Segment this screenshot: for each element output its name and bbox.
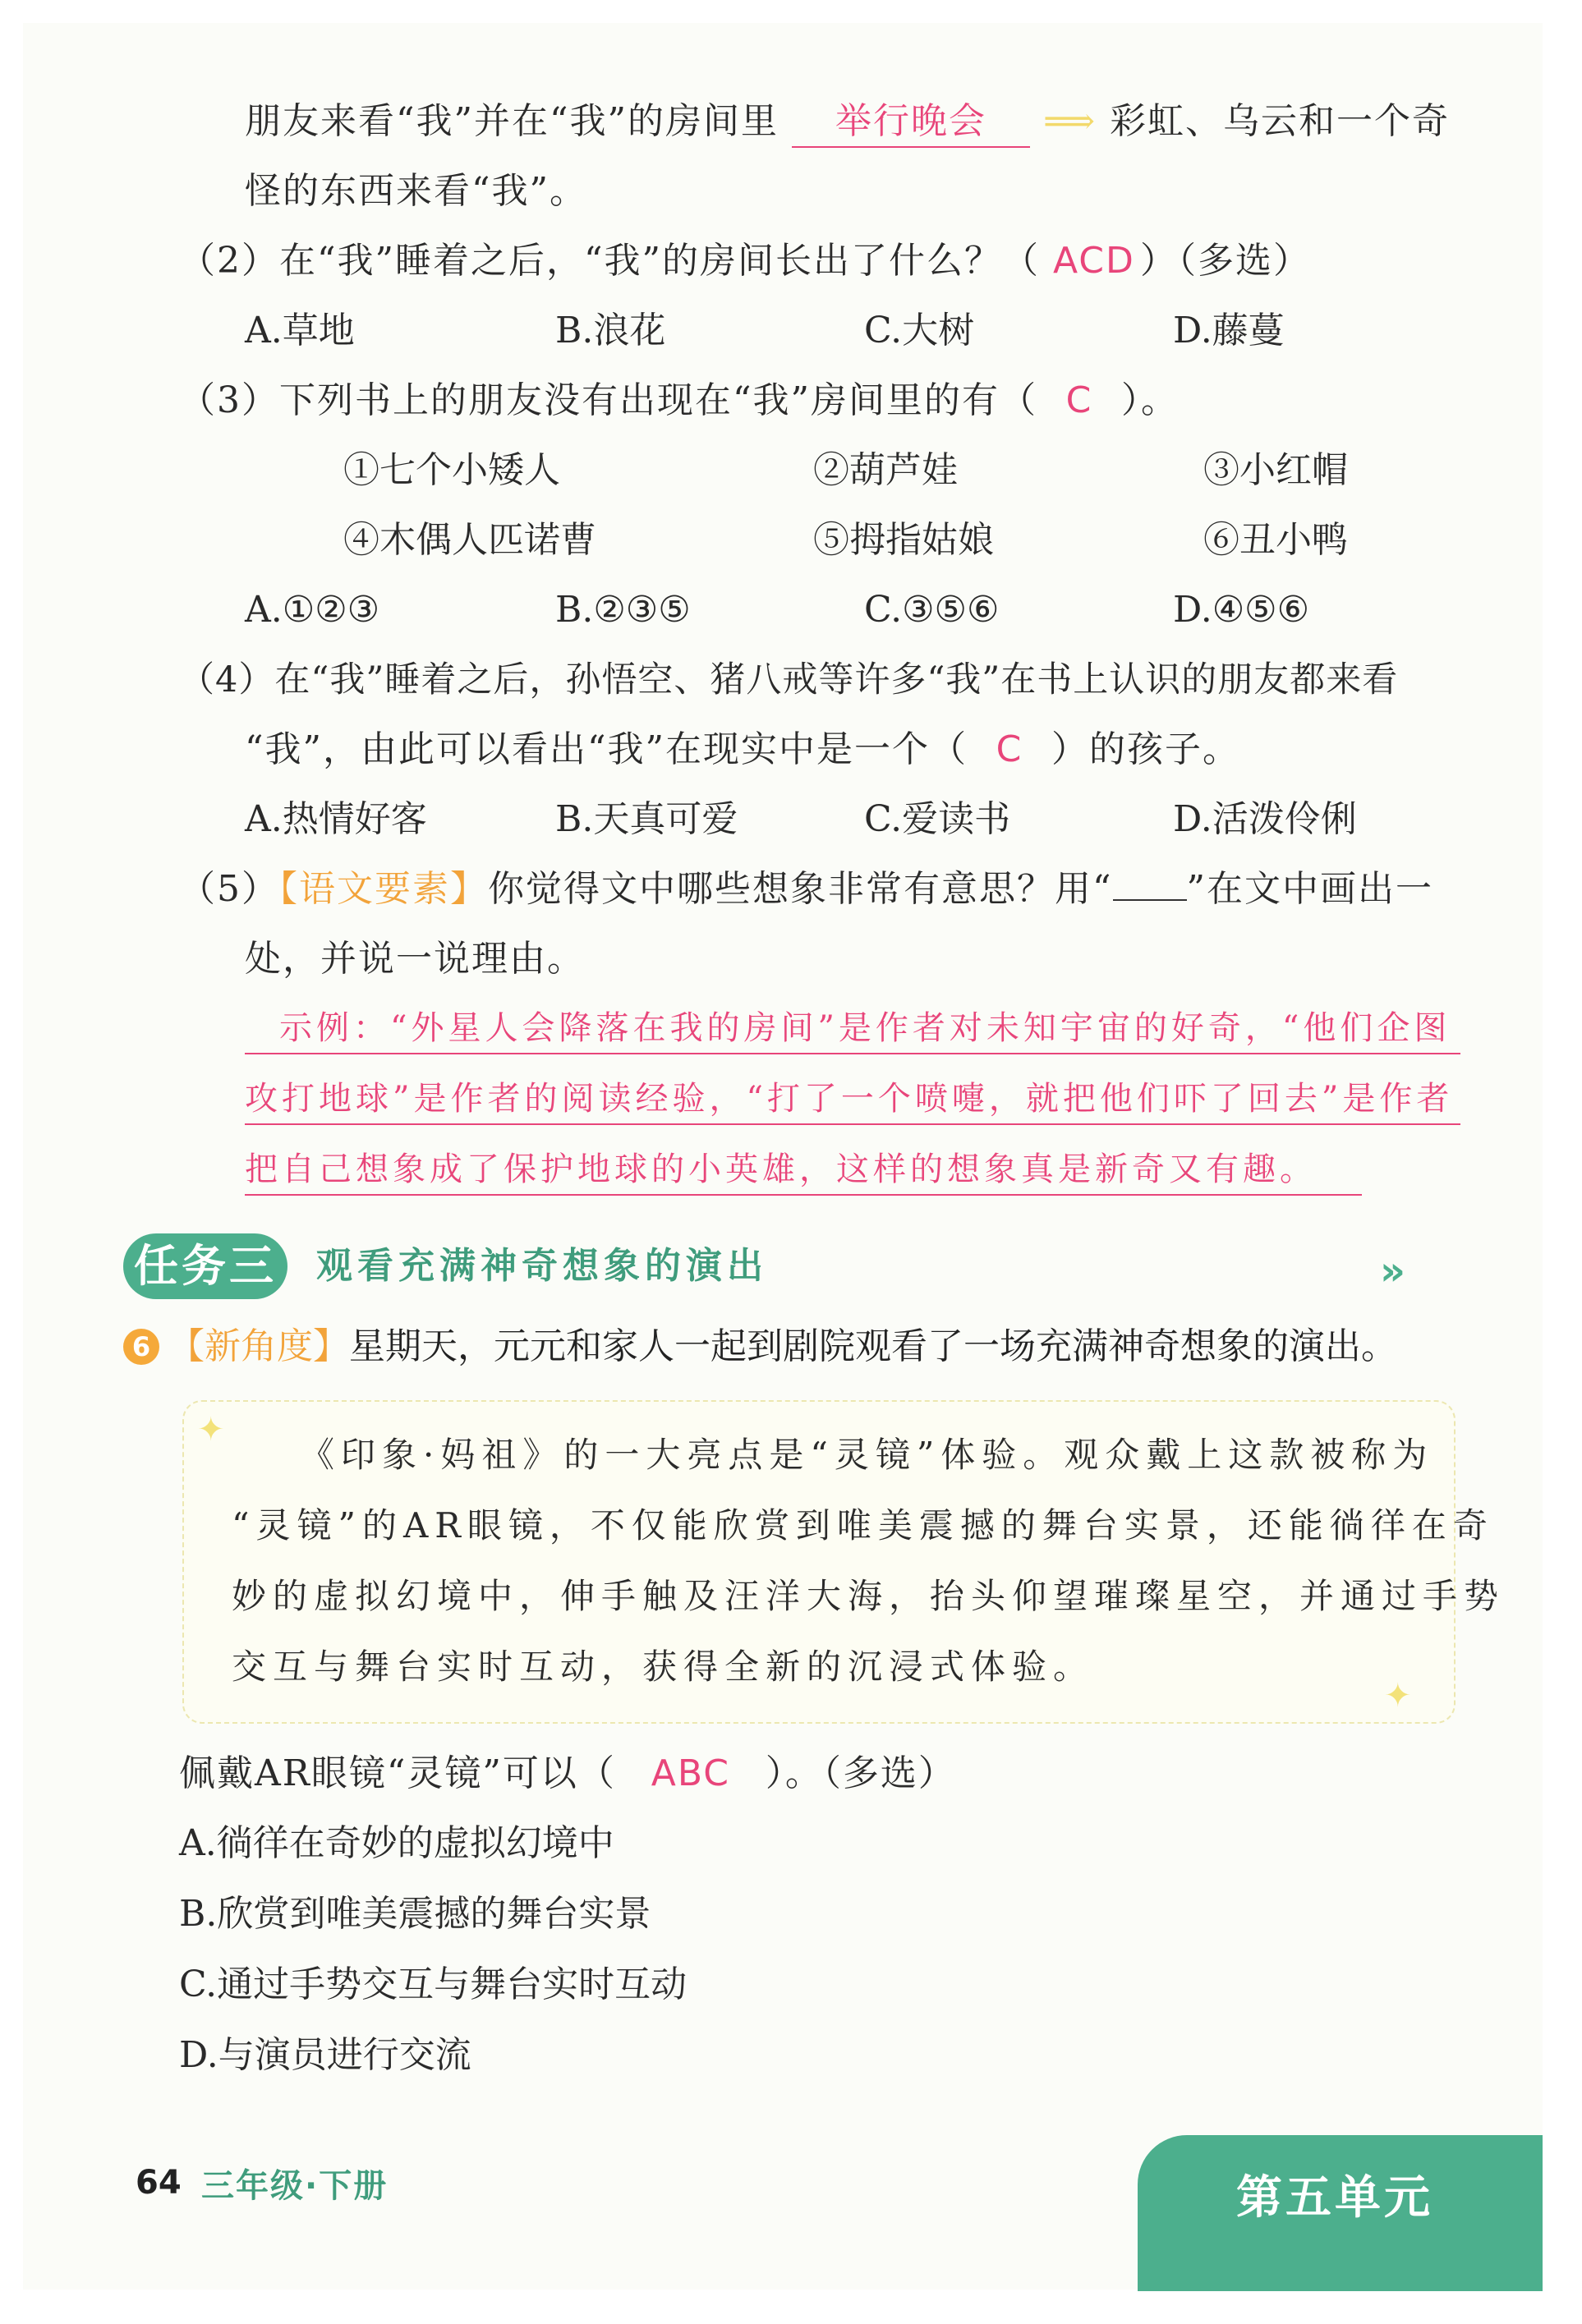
q3-answer: C xyxy=(1065,379,1093,421)
q3-option-a: A.①②③ xyxy=(245,589,380,631)
q5-text-b: ”在文中画出一 xyxy=(1186,868,1433,910)
q3-option-c: C.③⑤⑥ xyxy=(864,589,1000,631)
q5-blank xyxy=(1113,871,1187,901)
q5-answer-line1: 示例：“外星人会降落在我的房间”是作者对未知宇宙的好奇，“他们企图 xyxy=(279,1009,1451,1047)
star-icon: ✦ xyxy=(197,1411,225,1449)
q2-option-a: A.草地 xyxy=(245,310,355,351)
q5-answer-line3: 把自己想象成了保护地球的小英雄，这样的想象真是新奇又有趣。 xyxy=(245,1151,1317,1188)
q4-option-d: D.活泼伶俐 xyxy=(1173,798,1357,840)
answer-underline xyxy=(245,1123,1460,1125)
page-number: 64 xyxy=(136,2164,182,2202)
q4-line2-a: “我”，由此可以看出“我”在现实中是一个（ xyxy=(245,728,968,770)
q6-option-a: A.徜徉在奇妙的虚拟幻境中 xyxy=(179,1822,614,1864)
passage-line3: 妙的虚拟幻境中，伸手触及汪洋大海，抬头仰望璀璨星空，并通过手势 xyxy=(232,1576,1506,1616)
q6-option-c: C.通过手势交互与舞台实时互动 xyxy=(179,1963,688,2005)
q5-number: （5） xyxy=(179,868,279,910)
q6-stem xyxy=(168,1320,1397,1373)
q3-item-3: ③小红帽 xyxy=(1203,449,1348,491)
q6-stem-text: 星期天，元元和家人一起到剧院观看了一场充满神奇想象的演出。 xyxy=(349,1325,1397,1367)
q1-text-b: 彩虹、乌云和一个奇 xyxy=(1110,100,1451,142)
q5-text-a: 你觉得文中哪些想象非常有意思？用“ xyxy=(488,868,1113,910)
q4-line2 xyxy=(245,725,1240,774)
q6-answer: ABC xyxy=(651,1752,731,1794)
q2-stem xyxy=(179,237,1311,286)
q4-line2-b: ）的孩子。 xyxy=(1051,728,1240,770)
q4-option-b: B.天真可爱 xyxy=(555,798,738,840)
q3-stem-a: （3）下列书上的朋友没有出现在“我”房间里的有（ xyxy=(179,379,1037,421)
q3-stem-b: ）。 xyxy=(1120,379,1179,421)
task-title: 观看充满神奇想象的演出 xyxy=(316,1245,768,1287)
q2-stem-a: （2）在“我”睡着之后，“我”的房间长出了什么？（ xyxy=(179,240,1040,282)
task-badge: 任务三 xyxy=(123,1233,287,1299)
star-icon: ✦ xyxy=(1384,1677,1412,1715)
grade-label: 三年级·下册 xyxy=(201,2167,389,2205)
passage-line4: 交互与舞台实时互动，获得全新的沉浸式体验。 xyxy=(232,1647,1095,1687)
q6-question xyxy=(179,1749,956,1798)
q5-line2: 处，并说一说理由。 xyxy=(245,938,585,980)
q2-stem-b: ）（多选） xyxy=(1139,240,1311,282)
q3-item-1: ①七个小矮人 xyxy=(343,449,560,491)
q2-answer: ACD xyxy=(1052,240,1135,282)
q1-text-a: 朋友来看“我”并在“我”的房间里 xyxy=(245,100,779,142)
q1-line1 xyxy=(245,97,1450,148)
q3-item-2: ②葫芦娃 xyxy=(813,449,958,491)
q3-option-d: D.④⑤⑥ xyxy=(1173,589,1310,631)
q3-stem xyxy=(179,376,1179,425)
q4-option-a: A.热情好客 xyxy=(245,798,427,840)
q3-item-5: ⑤拇指姑娘 xyxy=(813,519,994,561)
answer-underline xyxy=(245,1194,1362,1196)
q5-answer-line2: 攻打地球”是作者的阅读经验，“打了一个喷嚏，就把他们吓了回去”是作者 xyxy=(245,1080,1454,1118)
q6-tag: 【新角度】 xyxy=(168,1325,349,1367)
q3-item-6: ⑥丑小鸭 xyxy=(1203,519,1348,561)
arrow-icon: ⟹ xyxy=(1042,100,1097,142)
q2-option-c: C.大树 xyxy=(864,310,975,351)
passage-line2: “灵镜”的AR眼镜，不仅能欣赏到唯美震撼的舞台实景，还能徜徉在奇 xyxy=(232,1505,1494,1546)
q6-option-d: D.与演员进行交流 xyxy=(179,2034,471,2076)
double-chevron-icon: » xyxy=(1380,1248,1406,1294)
q6-number-badge: 6 xyxy=(123,1329,159,1365)
q4-answer: C xyxy=(996,728,1023,770)
q6-question-a: 佩戴AR眼镜“灵镜”可以（ xyxy=(179,1752,616,1794)
q3-item-4: ④木偶人匹诺曹 xyxy=(343,519,596,561)
passage-line1: 《印象·妈祖》的一大亮点是“灵镜”体验。观众戴上这款被称为 xyxy=(300,1435,1434,1475)
q6-option-b: B.欣赏到唯美震撼的舞台实景 xyxy=(179,1893,651,1935)
answer-underline xyxy=(245,1053,1460,1054)
q1-answer: 举行晚会 xyxy=(792,97,1030,148)
q3-option-b: B.②③⑤ xyxy=(555,589,691,631)
q4-option-c: C.爱读书 xyxy=(864,798,1011,840)
q6-question-b: ）。（多选） xyxy=(765,1752,956,1794)
q5-line1 xyxy=(179,865,1433,914)
q5-tag: 【语文要素】 xyxy=(279,868,488,910)
unit-label: 第五单元 xyxy=(1236,2171,1433,2225)
q1-line2: 怪的东西来看“我”。 xyxy=(245,170,587,212)
q2-option-b: B.浪花 xyxy=(555,310,666,351)
q2-option-d: D.藤蔓 xyxy=(1173,310,1285,351)
q4-line1: （4）在“我”睡着之后，孙悟空、猪八戒等许多“我”在书上认识的朋友都来看 xyxy=(179,659,1399,700)
